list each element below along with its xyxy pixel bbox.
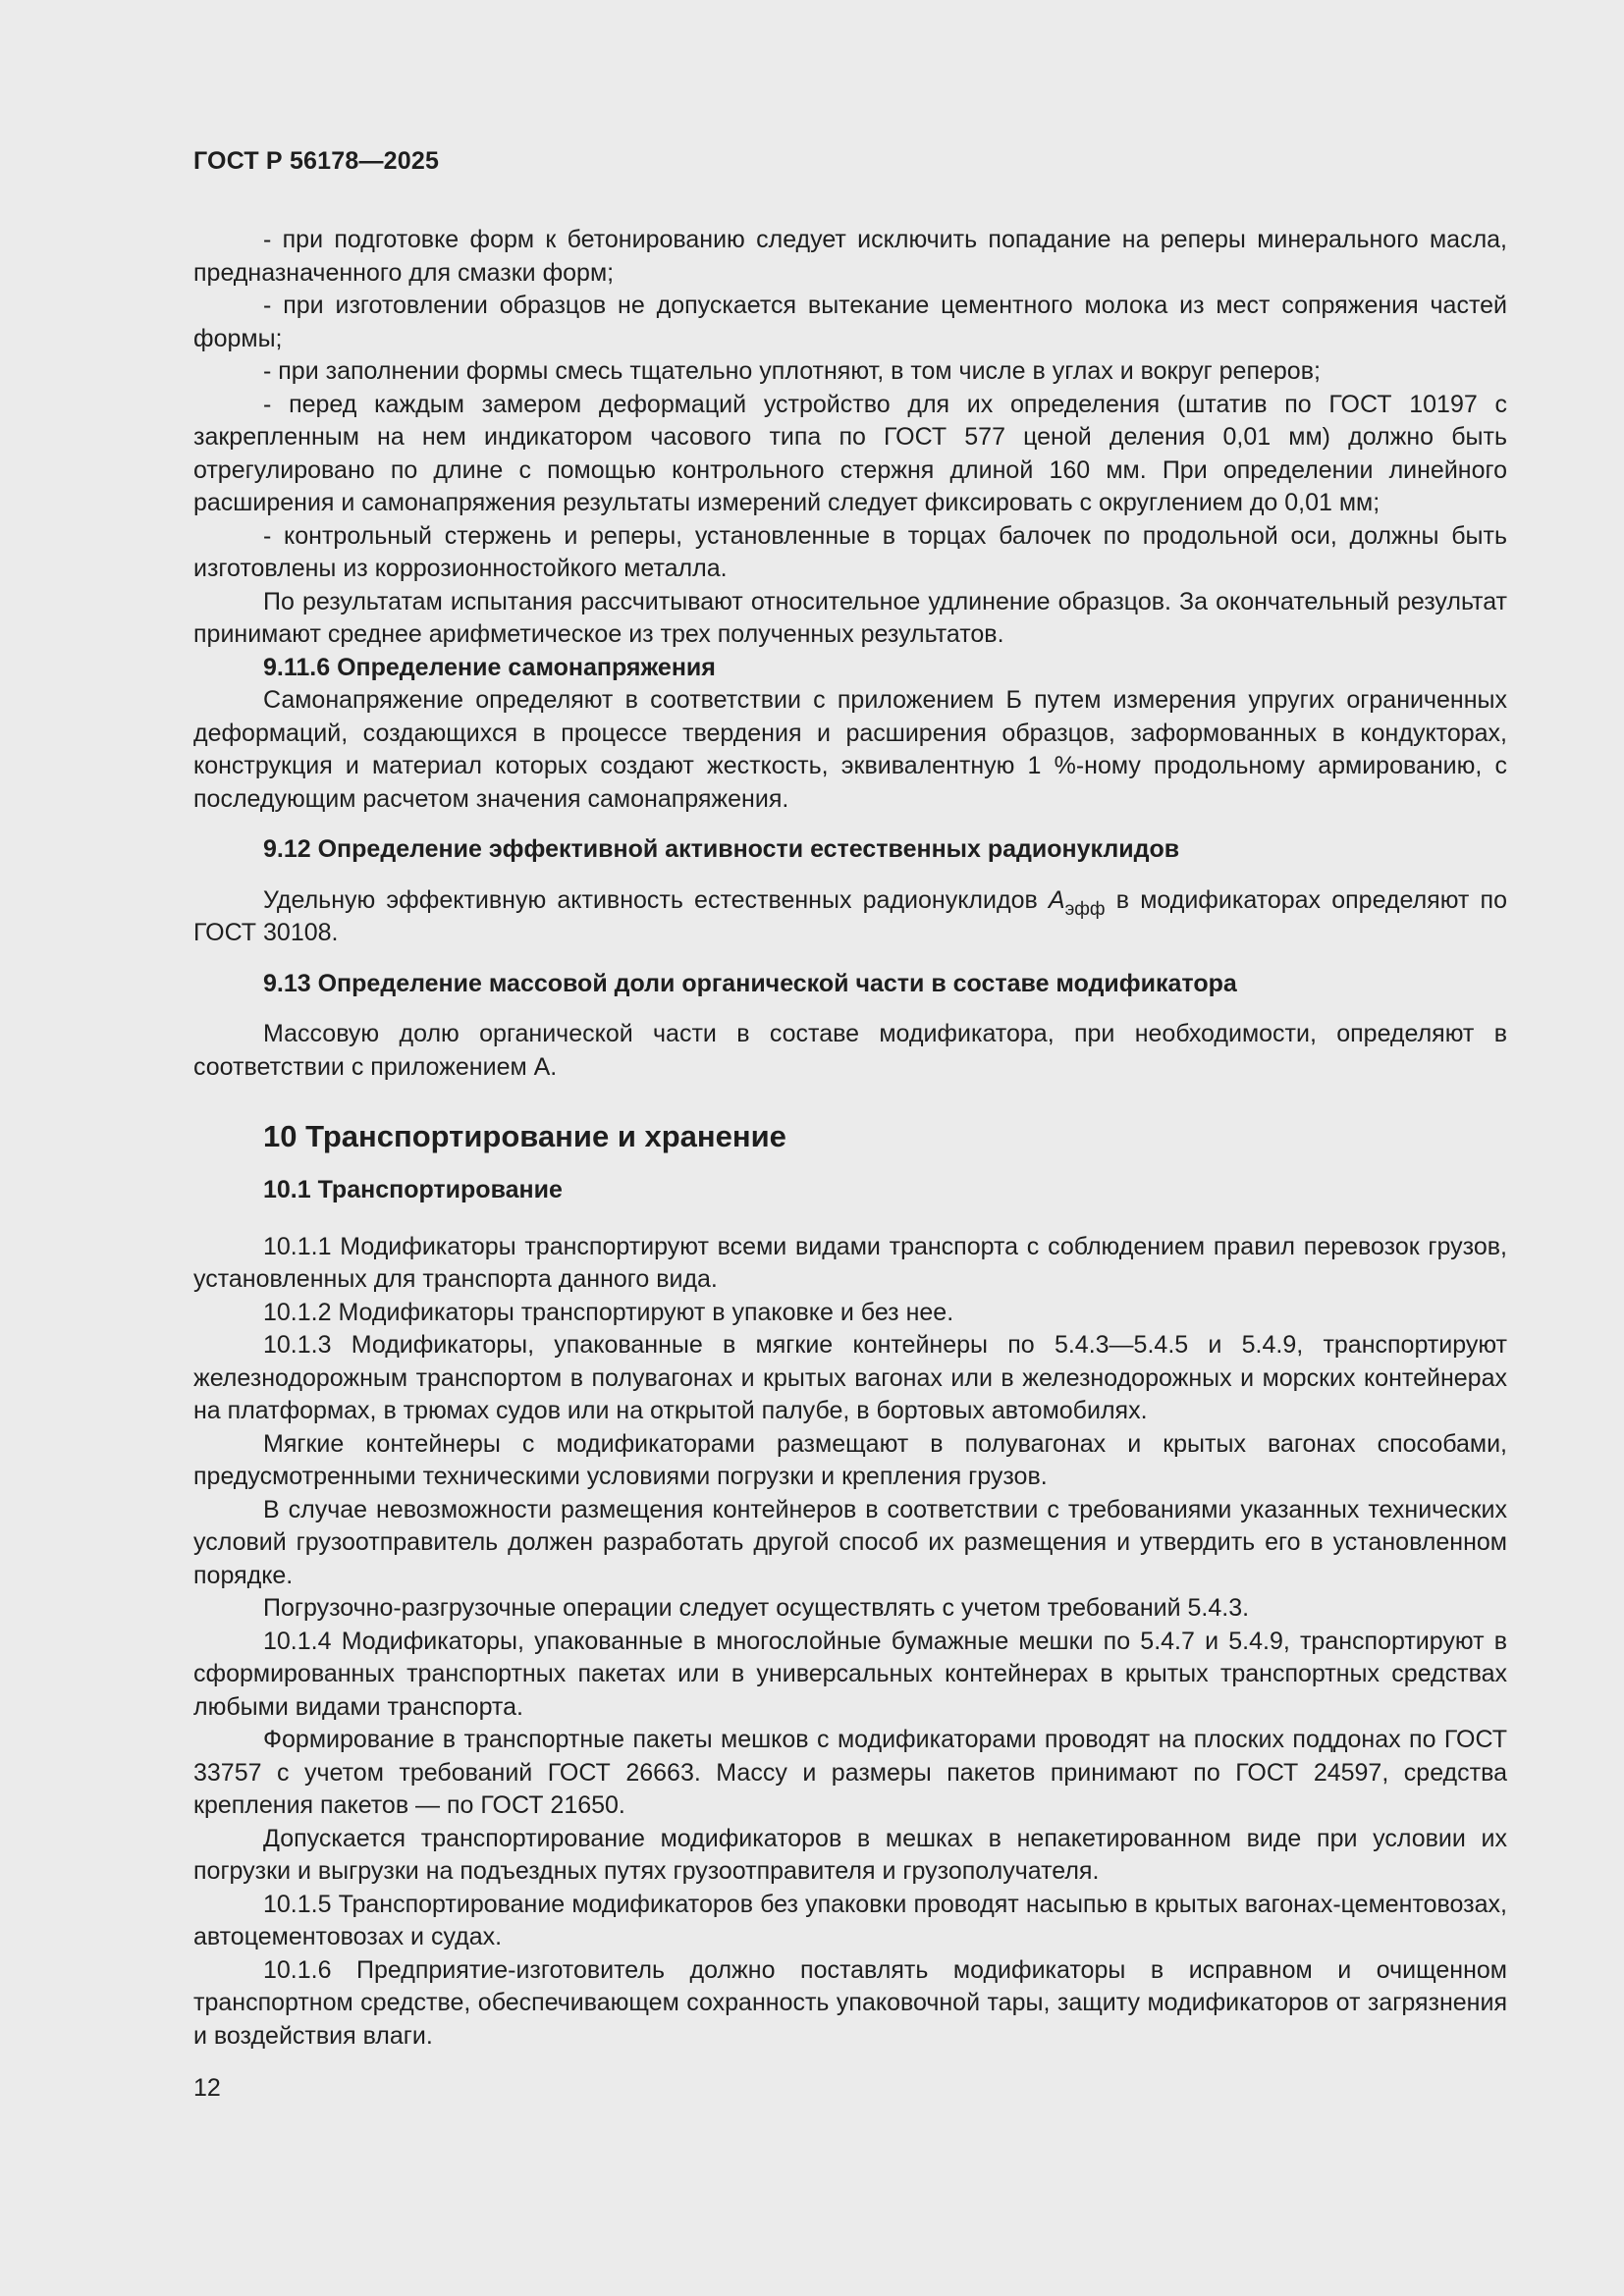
text-fragment: в модификаторах определяют по ГОСТ 30108. — [193, 885, 1507, 946]
list-item: - при изготовлении образцов не допускается вытекание цементного молока из мест сопряжения частей формы; — [193, 292, 1507, 352]
paragraph: 10.1.5 Транспортирование модификаторов без упаковки проводят насыпью в крытых вагонах-цементовозах, автоцементовозах и судах. — [193, 1890, 1507, 1950]
paragraph-radionuclide-activity — [193, 884, 1507, 950]
list-item: - контрольный стержень и реперы, установленные в торцах балочек по продольной оси, должны быть изготовлены из коррозионностойкого металла. — [193, 521, 1507, 582]
paragraph: 10.1.3 Модификаторы, упакованные в мягкие контейнеры по 5.4.3—5.4.5 и 5.4.9, транспортируют железнодорожным транспортом в полувагонах и крытых вагонах или в железнодорожных и морских контейнерах на платформах, в трюмах судов или на открытой палубе, в бортовых автомобилях. — [193, 1331, 1507, 1424]
section-heading-10-1: 10.1 Транспортирование — [263, 1176, 563, 1203]
paragraph: Погрузочно-разгрузочные операции следует осуществлять с учетом требований 5.4.3. — [263, 1594, 1250, 1622]
paragraph: Формирование в транспортные пакеты мешков с модификаторами проводят на плоских поддонах по ГОСТ 33757 с учетом требований ГОСТ 26663. Массу и размеры пакетов принимают по ГОСТ 24597, средства крепления пакетов — по ГОСТ 21650. — [193, 1726, 1507, 1819]
chapter-heading-10: 10 Транспортирование и хранение — [263, 1119, 786, 1153]
paragraph: Допускается транспортирование модификаторов в мешках в непакетированном виде при условии их погрузки и выгрузки на подъездных путях грузоотправителя и грузополучателя. — [193, 1824, 1507, 1885]
page-content — [193, 224, 1507, 2053]
paragraph: Самонапряжение определяют в соответствии с приложением Б путем измерения упругих ограниченных деформаций, создающихся в процессе твердения и расширения образцов, заформованных в кондукторах, конструкция и материал которых создают жесткость, эквивалентную 1 %-ному продольному армированию, с последующим расчетом значения самонапряжения. — [193, 686, 1507, 813]
paragraph: 10.1.4 Модификаторы, упакованные в многослойные бумажные мешки по 5.4.7 и 5.4.9, транспортируют в сформированных транспортных пакетах или в универсальных контейнерах в крытых транспортных средствах любыми видами транспорта. — [193, 1627, 1507, 1721]
paragraph: По результатам испытания рассчитывают относительное удлинение образцов. За окончательный результат принимают среднее арифметическое из трех полученных результатов. — [193, 587, 1507, 648]
text-fragment: Удельную эффективную активность естественных радионуклидов — [263, 885, 1049, 914]
paragraph: Мягкие контейнеры с модификаторами размещают в полувагонах и крытых вагонах способами, предусмотренными техническими условиями погрузки и крепления грузов. — [193, 1429, 1507, 1490]
activity-symbol: A — [1048, 885, 1065, 914]
paragraph: 10.1.6 Предприятие-изготовитель должно поставлять модификаторы в исправном и очищенном транспортном средстве, обеспечивающем сохранность упаковочной тары, защиту модификаторов от загрязнения и воздействия влаги. — [193, 1955, 1507, 2050]
activity-subscript: эфф — [1064, 898, 1106, 920]
document-header: ГОСТ Р 56178—2025 — [193, 147, 440, 175]
section-heading-9-13: 9.13 Определение массовой доли органической части в составе модификатора — [263, 969, 1237, 997]
section-heading-9-12: 9.12 Определение эффективной активности естественных радионуклидов — [263, 835, 1180, 863]
page-number: 12 — [193, 2074, 221, 2102]
paragraph: В случае невозможности размещения контейнеров в соответствии с требованиями указанных технических условий грузоотправитель должен разработать другой способ их размещения и утвердить его в установленном порядке. — [193, 1495, 1507, 1589]
paragraph: 10.1.2 Модификаторы транспортируют в упаковке и без нее. — [263, 1298, 954, 1326]
section-heading-9-11-6: 9.11.6 Определение самонапряжения — [263, 653, 716, 681]
paragraph: 10.1.1 Модификаторы транспортируют всеми видами транспорта с соблюдением правил перевозок грузов, установленных для транспорта данного вида. — [193, 1232, 1507, 1293]
paragraph: Массовую долю органической части в составе модификатора, при необходимости, определяют в соответствии с приложением А. — [193, 1020, 1507, 1081]
list-item: - при заполнении формы смесь тщательно уплотняют, в том числе в углах и вокруг реперов; — [263, 357, 1321, 385]
list-item: - перед каждым замером деформаций устройство для их определения (штатив по ГОСТ 10197 с закрепленным на нем индикатором часового типа по ГОСТ 577 ценой деления 0,01 мм) должно быть отрегулировано по длине с помощью контрольного стержня длиной 160 мм. При определении линейного расширения и самонапряжения результаты измерений следует фиксировать с округлением до 0,01 мм; — [193, 390, 1507, 516]
list-item: - при подготовке форм к бетонированию следует исключить попадание на реперы минерального масла, предназначенного для смазки форм; — [193, 226, 1507, 287]
